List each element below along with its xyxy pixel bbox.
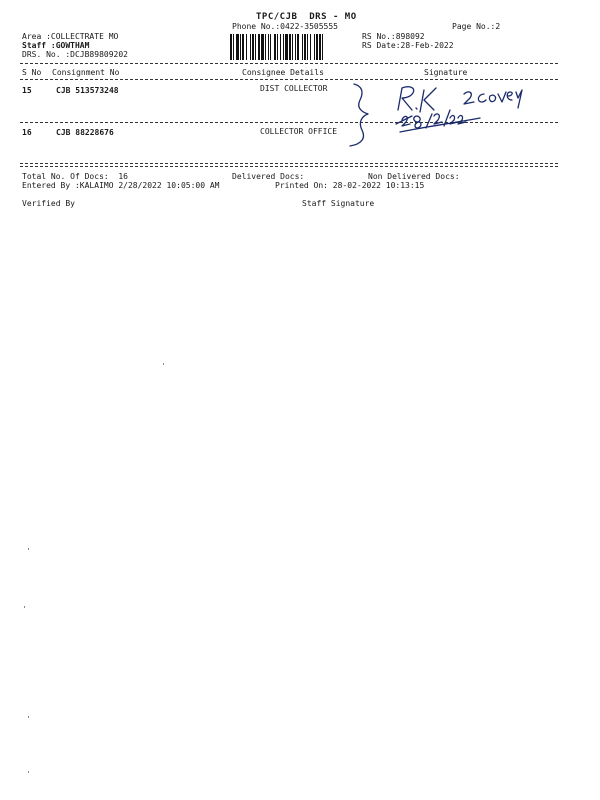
row-consignee: DIST COLLECTOR: [260, 84, 328, 93]
non-delivered-docs: Non Delivered Docs:: [368, 172, 460, 181]
barcode-bar: [258, 34, 260, 60]
barcode-bar: [268, 34, 269, 60]
row-sno: 15: [22, 86, 32, 95]
total-docs: Total No. Of Docs: 16: [22, 172, 128, 181]
barcode-bar: [285, 34, 288, 60]
barcode-bar: [261, 34, 264, 60]
delivered-docs: Delivered Docs:: [232, 172, 305, 181]
row-consignment: CJB 513573248: [56, 86, 119, 95]
scan-speck: [163, 363, 164, 365]
rs-number: RS No.:898092: [362, 32, 425, 41]
phone-number: Phone No.:0422-3505555: [232, 22, 338, 31]
divider-line: [20, 163, 558, 164]
barcode-bar: [240, 34, 241, 60]
page-number: Page No.:2: [452, 22, 501, 31]
column-consignment: Consignment No: [52, 68, 120, 77]
scan-speck: [28, 716, 29, 718]
barcode-image: [230, 34, 360, 60]
staff-signature: Staff Signature: [302, 199, 375, 208]
barcode-bar: [302, 34, 303, 60]
barcode-bar: [297, 34, 299, 60]
row-sno: 16: [22, 128, 32, 137]
row-consignment: CJB 88228676: [56, 128, 114, 137]
barcode-bar: [236, 34, 239, 60]
area-label: Area :COLLECTRATE MO: [22, 32, 119, 41]
barcode-bar: [233, 34, 234, 60]
verified-by: Verified By: [22, 199, 75, 208]
barcode-bar: [314, 34, 315, 60]
drs-number: DRS. No. :DCJB89809202: [22, 50, 128, 59]
column-sno: S No: [22, 68, 42, 77]
barcode-bar: [316, 34, 318, 60]
barcode-bar: [304, 34, 306, 60]
staff-label: Staff :GOWTHAM: [22, 41, 90, 50]
handwritten-signature: [340, 80, 530, 150]
column-signature: Signature: [424, 68, 468, 77]
barcode-bar: [255, 34, 256, 60]
barcode-bar: [265, 34, 266, 60]
scan-speck: [28, 548, 29, 550]
barcode-bar: [250, 34, 251, 60]
rs-date: RS Date:28-Feb-2022: [362, 41, 454, 50]
scan-speck: [28, 771, 29, 773]
entered-by: Entered By :KALAIMO 2/28/2022 10:05:00 AM: [22, 181, 220, 190]
barcode-bar: [310, 34, 311, 60]
column-consignee: Consignee Details: [242, 68, 324, 77]
barcode-bar: [277, 34, 278, 60]
barcode-bar: [295, 34, 296, 60]
barcode-bar: [307, 34, 308, 60]
barcode-bar: [292, 34, 293, 60]
printed-on: Printed On: 28-02-2022 10:13:15: [275, 181, 425, 190]
divider-line: [20, 63, 558, 64]
barcode-bar: [319, 34, 321, 60]
barcode-bar: [230, 34, 232, 60]
barcode-bar: [252, 34, 254, 60]
barcode-bar: [322, 34, 323, 60]
barcode-bar: [289, 34, 291, 60]
barcode-bar: [283, 34, 284, 60]
barcode-bar: [246, 34, 247, 60]
barcode-bar: [270, 34, 271, 60]
row-consignee: COLLECTOR OFFICE: [260, 127, 338, 136]
barcode-bar: [274, 34, 276, 60]
scan-speck: [24, 606, 25, 608]
divider-line: [20, 166, 558, 167]
barcode-bar: [242, 34, 244, 60]
document-title: TPC/CJB DRS - MO: [256, 12, 357, 22]
barcode-bar: [280, 34, 281, 60]
